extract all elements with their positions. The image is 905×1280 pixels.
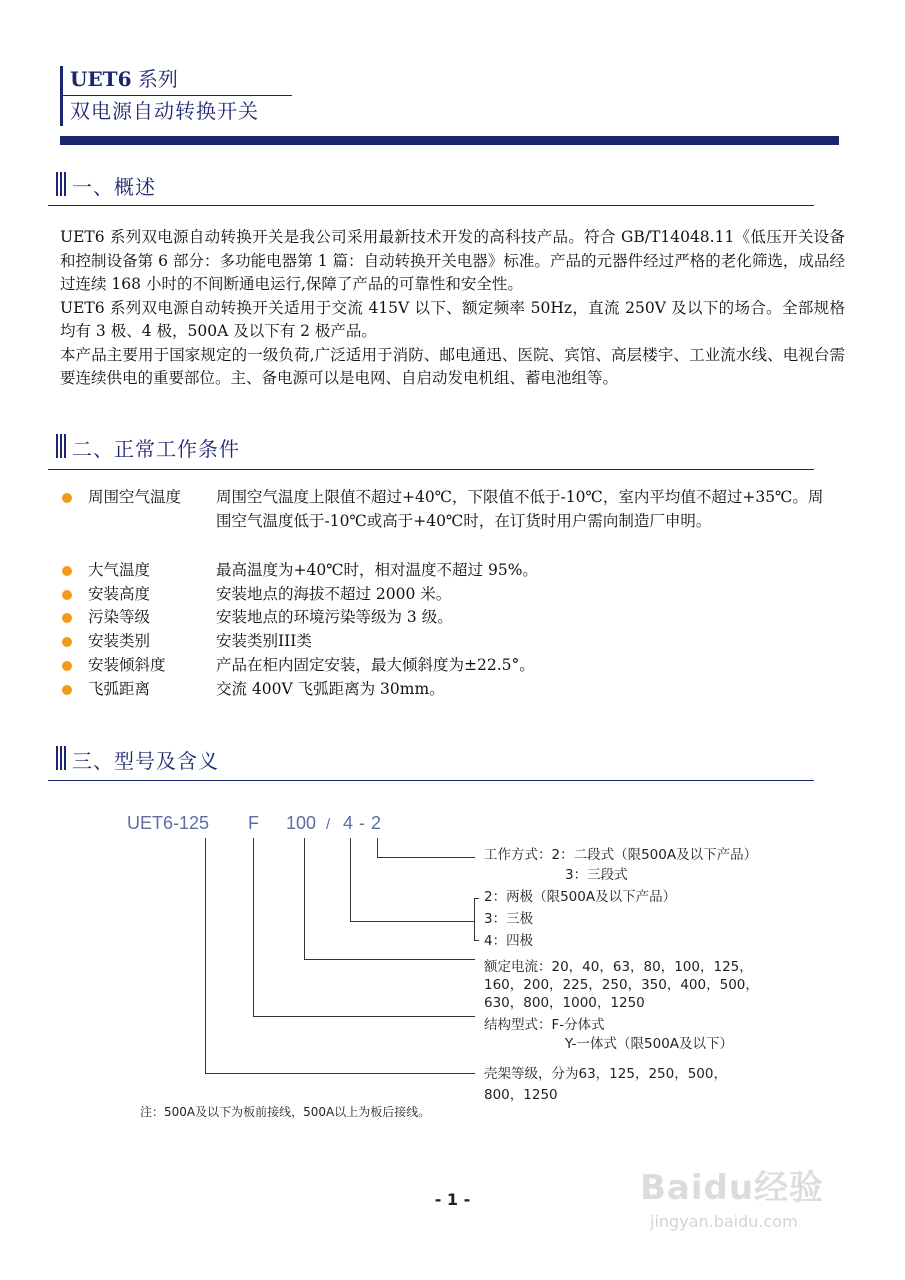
bullet-icon: [62, 637, 72, 647]
connector-line: [253, 838, 254, 1017]
condition-value: 周围空气温度上限值不超过+40℃，下限值不低于-10℃，室内平均值不超过+35℃。周围空气温度低于-10℃或高于+40℃时，在订货时用户需向制造厂申明。: [216, 488, 824, 530]
condition-value: 安装类别III类: [216, 632, 312, 650]
connector-line: [205, 1073, 475, 1074]
connector-line: [350, 838, 351, 922]
bracket-line: [474, 940, 479, 941]
condition-label: 安装类别: [88, 632, 151, 650]
legend-current: 160，200，225，250，350，400，500，: [484, 977, 759, 993]
legend-poles: 3：三极: [484, 911, 534, 927]
condition-label: 周围空气温度: [88, 488, 182, 506]
condition-label: 安装高度: [88, 585, 151, 603]
bracket-line: [474, 898, 479, 899]
legend-current: 额定电流：20，40，63，80，100，125，: [484, 959, 753, 975]
model-code-dash: -: [359, 813, 365, 833]
connector-line: [350, 921, 474, 922]
condition-item: [62, 630, 842, 654]
overview-text: [60, 226, 845, 391]
condition-value: 产品在柜内固定安装，最大倾斜度为±22.5°。: [216, 656, 535, 674]
model-code-mode: 2: [371, 813, 382, 833]
condition-item: [62, 486, 842, 558]
header-band: [60, 136, 839, 145]
legend-frame: 壳架等级，分为63，125，250，500，: [484, 1066, 727, 1082]
condition-value: 最高温度为+40℃时，相对温度不超过 95%。: [216, 561, 538, 579]
condition-value: 安装地点的海拔不超过 2000 米。: [216, 585, 452, 603]
diagram-footnote: 注：500A及以下为板前接线，500A以上为板后接线。: [140, 1105, 431, 1119]
model-code-poles: 4: [343, 813, 354, 833]
section-title-conditions: 二、正常工作条件: [72, 437, 240, 461]
overview-paragraph: UET6 系列双电源自动转换开关是我公司采用最新技术开发的高科技产品。符合 GB/T14048.11《低压开关设备和控制设备第 6 部分：多功能电器第 1 篇：自动转换开关电器》标准。产品的元器件经过严格的老化筛选，成品经过连续 168 小时的不间断通电运行,保障了产品的可靠性和安全性。: [60, 228, 845, 293]
condition-label: 大气温度: [88, 561, 151, 579]
bracket-line: [474, 898, 475, 940]
header-accent-bar: [60, 66, 63, 126]
section-divider: [48, 469, 814, 470]
section-divider: [48, 780, 814, 781]
section-marker-icon: [56, 746, 66, 770]
legend-poles: 4：四极: [484, 933, 534, 949]
condition-label: 安装倾斜度: [88, 656, 166, 674]
condition-item: [62, 678, 842, 702]
watermark-logo: Baidu经验: [640, 1168, 825, 1208]
connector-line: [377, 857, 475, 858]
condition-value: 交流 400V 飞弧距离为 30mm。: [216, 680, 445, 698]
overview-paragraph: 本产品主要用于国家规定的一级负荷,广泛适用于消防、邮电通迅、医院、宾馆、高层楼宇、工业流水线、电视台需要连续供电的重要部位。主、备电源可以是电网、自启动发电机组、蓄电池组等。: [60, 345, 845, 387]
condition-item: [62, 654, 842, 678]
condition-item: [62, 583, 842, 607]
model-code-structure: F: [248, 813, 259, 833]
bullet-icon: [62, 685, 72, 695]
legend-structure: 结构型式：F-分体式: [484, 1017, 605, 1033]
section-title-model: 三、型号及含义: [72, 749, 219, 773]
document-title: 双电源自动转换开关: [70, 99, 259, 123]
bullet-icon: [62, 493, 72, 503]
overview-paragraph: UET6 系列双电源自动转换开关适用于交流 415V 以下、额定频率 50Hz，直流 250V 及以下的场合。全部规格均有 3 极、4 极，500A 及以下有 2 极产品。: [60, 298, 845, 340]
condition-item: [62, 606, 842, 630]
connector-line: [205, 838, 206, 1074]
legend-frame: 800，1250: [484, 1087, 558, 1103]
model-code-base: UET6-125: [127, 813, 210, 833]
condition-label: 污染等级: [88, 608, 151, 626]
model-code-slash: /: [326, 816, 331, 833]
connector-line: [253, 1016, 475, 1017]
series-title: UET6 系列: [70, 67, 178, 91]
condition-value: 安装地点的环境污染等级为 3 级。: [216, 608, 453, 626]
page-number: - 1 -: [434, 1190, 471, 1209]
section-divider: [48, 205, 814, 206]
condition-label: 飞弧距离: [88, 680, 151, 698]
section-marker-icon: [56, 172, 66, 196]
legend-current: 630，800，1000，1250: [484, 995, 645, 1011]
legend-mode: 工作方式：2：二段式（限500A及以下产品）: [484, 847, 758, 863]
legend-poles: 2：两极（限500A及以下产品）: [484, 889, 677, 905]
connector-line: [304, 838, 305, 960]
section-marker-icon: [56, 434, 66, 458]
connector-line: [304, 959, 475, 960]
condition-item: [62, 559, 842, 583]
bullet-icon: [62, 590, 72, 600]
legend-mode: 3：三段式: [565, 867, 628, 883]
bullet-icon: [62, 566, 72, 576]
header-divider: [62, 95, 292, 96]
connector-line: [377, 838, 378, 858]
bullet-icon: [62, 661, 72, 671]
legend-structure: Y-一体式（限500A及以下）: [565, 1036, 734, 1052]
bullet-icon: [62, 613, 72, 623]
section-title-overview: 一、概述: [72, 175, 156, 199]
watermark-url: jingyan.baidu.com: [650, 1212, 798, 1231]
model-code-current: 100: [286, 813, 317, 833]
